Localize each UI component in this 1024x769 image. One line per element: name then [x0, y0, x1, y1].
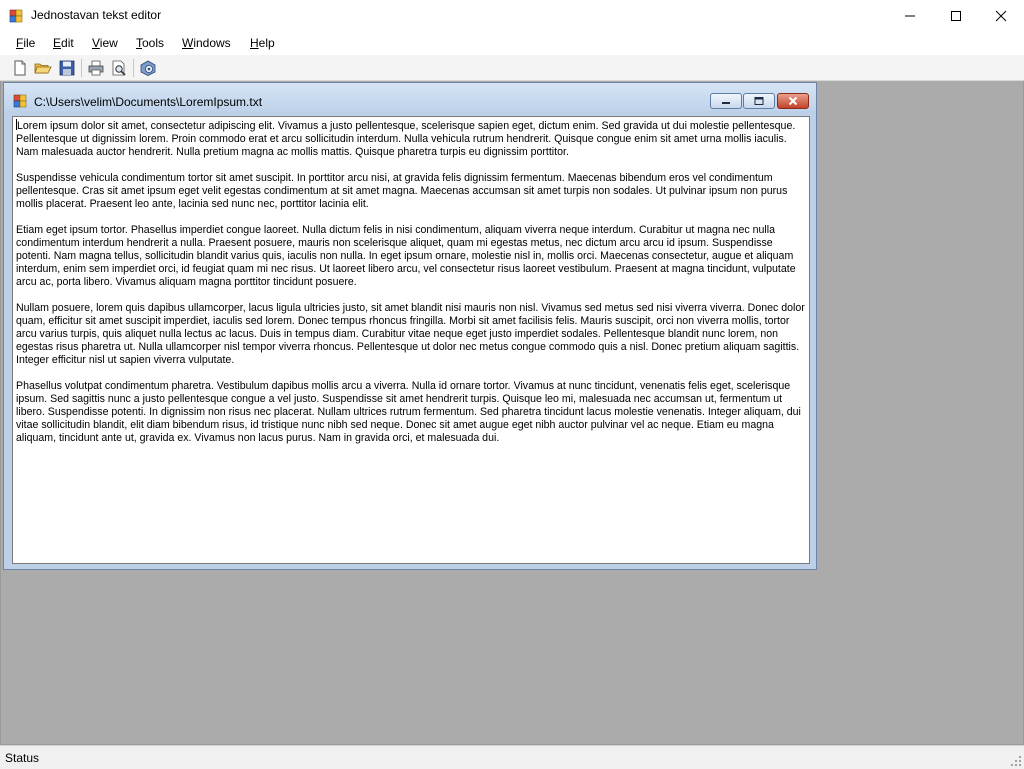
- save-icon: [58, 59, 76, 77]
- menu-tools-mnemonic: T: [136, 36, 142, 50]
- minimize-icon: [720, 97, 732, 105]
- menu-view[interactable]: [92, 36, 118, 50]
- menu-view-label: iew: [99, 36, 118, 50]
- menu-file-mnemonic: F: [16, 36, 24, 50]
- paragraph: Suspendisse vehicula condimentum tortor sit amet suscipit. In porttitor arcu nisi, at gravida felis dignissim fermentum. Maecenas bibendum eros vel condimentum pellentesque. Cras sit amet ipsum eget velit egestas condimentum at sit amet magna. Maecenas accumsan sit amet turpis non sodales. Ut pulvinar ipsum non purus mollis placerat. Praesent leo ante, lacinia sed nunc nec, porttitor lacinia elit.: [16, 172, 788, 210]
- menu-edit[interactable]: [53, 36, 74, 50]
- document-title: C:\Users\velim\Documents\LoremIpsum.txt: [34, 95, 263, 109]
- paragraph: [16, 119, 807, 159]
- minimize-icon: [904, 10, 916, 22]
- minimize-button[interactable]: [887, 0, 933, 31]
- document-restore-button[interactable]: [743, 93, 775, 109]
- menu-windows-mnemonic: W: [182, 36, 194, 50]
- menu-tools[interactable]: [136, 36, 164, 50]
- window-title: Jednostavan tekst editor: [31, 8, 162, 22]
- status-text: Status: [5, 751, 40, 765]
- text-editor[interactable]: [12, 116, 810, 564]
- paragraph: Etiam eget ipsum tortor. Phasellus imperdiet congue laoreet. Nulla dictum felis in nisi condimentum, aliquam viverra neque interdum. Curabitur ut magna nec nulla condimentum interdum hendrerit a nulla. Praesent posuere, mauris non scelerisque aliquet, quam mi egestas metus, nec dictum arcu arcu id ipsum. Suspendisse potenti. Nam magna tellus, sollicitudin blandit varius quis, iaculis non nulla. In eget ipsum ornare, molestie nisl in, mollis orci. Maecenas consectetur, augue et aliquam interdum, enim sem imperdiet orci, id feugiat quam mi nec risus. Ut laoreet libero arcu, vel consectetur risus laoreet vestibulum. Praesent at magna tincidunt, vulputate arcu ac, porta libero. Vivamus aliquam magna porttitor tincidunt posuere.: [16, 224, 796, 288]
- resize-grip-icon[interactable]: [1010, 755, 1022, 767]
- menu-file[interactable]: [16, 36, 35, 50]
- menu-edit-label: dit: [61, 36, 74, 50]
- menu-view-mnemonic: V: [92, 36, 100, 50]
- help-icon: [139, 59, 157, 77]
- window-titlebar[interactable]: [0, 0, 1024, 31]
- close-icon: [995, 10, 1007, 22]
- new-document-icon: [11, 59, 29, 77]
- maximize-icon: [950, 10, 962, 22]
- menu-help-mnemonic: H: [250, 36, 259, 50]
- status-bar: [0, 745, 1024, 769]
- save-button[interactable]: [58, 59, 76, 77]
- open-folder-icon: [34, 59, 52, 77]
- document-close-button[interactable]: [777, 93, 809, 109]
- new-button[interactable]: [11, 59, 29, 77]
- help-button[interactable]: [139, 59, 157, 77]
- paragraph: Phasellus volutpat condimentum pharetra. Vestibulum dapibus mollis arcu a viverra. Nulla id ornare tortor. Vivamus at nunc tincidunt, venenatis felis eget, scelerisque ipsum. Sed sagittis nunc a justo pellentesque congue a vel justo. Suspendisse sit amet hendrerit turpis. Quisque leo mi, malesuada nec accumsan ut, fermentum ut libero. Suspendisse potenti. In dignissim non risus nec placerat. Nullam ultrices rutrum fermentum. Sed pharetra tincidunt lacus molestie venenatis. Integer aliquam, dui vitae sollicitudin blandit, elit diam bibendum risus, id tristique nunc nibh sed neque. Donec sit amet augue eget nibh auctor pulvinar vel ac neque. Etiam eu magna aliquam, tincidunt ante ut, gravida ex. Vivamus non lacus purus. Nam in gravida orci, et malesuada dui.: [16, 380, 801, 444]
- menu-windows[interactable]: [182, 36, 231, 50]
- close-icon: [787, 96, 799, 106]
- menu-tools-label: ools: [142, 36, 165, 50]
- menu-help-label: elp: [258, 36, 275, 50]
- menu-bar: [0, 31, 1024, 55]
- toolbar: [0, 55, 1024, 81]
- menu-edit-mnemonic: E: [53, 36, 62, 50]
- paragraph-text: Lorem ipsum dolor sit amet, consectetur adipiscing elit. Vivamus a justo pellentesque, scelerisque sapien eget, dictum enim. Sed gravida ut dui molestie pellentesque. Pellentesque ut dignissim lorem. Proin commodo erat et arcu sollicitudin interdum. Nulla vehicula rutrum hendrerit. Quisque congue enim sit amet urna mollis iaculis. Nam malesuada auctor hendrerit. Nulla pretium magna ac mollis mattis. Quisque pharetra turpis eu dignissim porttitor.: [16, 120, 796, 158]
- restore-icon: [753, 96, 765, 106]
- close-button[interactable]: [978, 0, 1024, 31]
- toolbar-separator: [133, 59, 134, 77]
- menu-windows-label: indows: [193, 36, 231, 50]
- open-button[interactable]: [34, 59, 52, 77]
- print-button[interactable]: [87, 59, 105, 77]
- print-preview-button[interactable]: [110, 59, 128, 77]
- paragraph: Nullam posuere, lorem quis dapibus ullamcorper, lacus ligula ultricies justo, sit amet blandit nisi mauris non nisl. Vivamus sed metus sed nisi viverra viverra. Donec dolor quam, efficitur sit amet suscipit imperdiet, iaculis sed lorem. Donec tempus rhoncus fringilla. Morbi sit amet facilisis felis. Mauris suscipit, orci non viverra mollis, tortor arcu varius turpis, quis aliquet nulla lectus ac lacus. Duis in tempus diam. Curabitur vitae neque eget justo imperdiet sodales. Pellentesque blandit nunc lorem, non egestas risus pharetra ut. Nulla ullamcorper nisl tempor viverra rhoncus. Pellentesque ut dolor nec metus congue commodo quis a nisl. Donec pretium aliquam sagittis. Integer efficitur nisl ut sapien viverra vulputate.: [16, 302, 805, 366]
- toolbar-separator: [81, 59, 82, 77]
- print-preview-icon: [110, 59, 128, 77]
- document-window: [3, 82, 817, 570]
- maximize-button[interactable]: [933, 0, 979, 31]
- document-icon: [13, 94, 27, 108]
- print-icon: [87, 59, 105, 77]
- menu-help[interactable]: [250, 36, 275, 50]
- document-minimize-button[interactable]: [710, 93, 742, 109]
- menu-file-label: ile: [23, 36, 36, 50]
- document-titlebar[interactable]: [4, 83, 816, 111]
- app-icon: [9, 9, 23, 23]
